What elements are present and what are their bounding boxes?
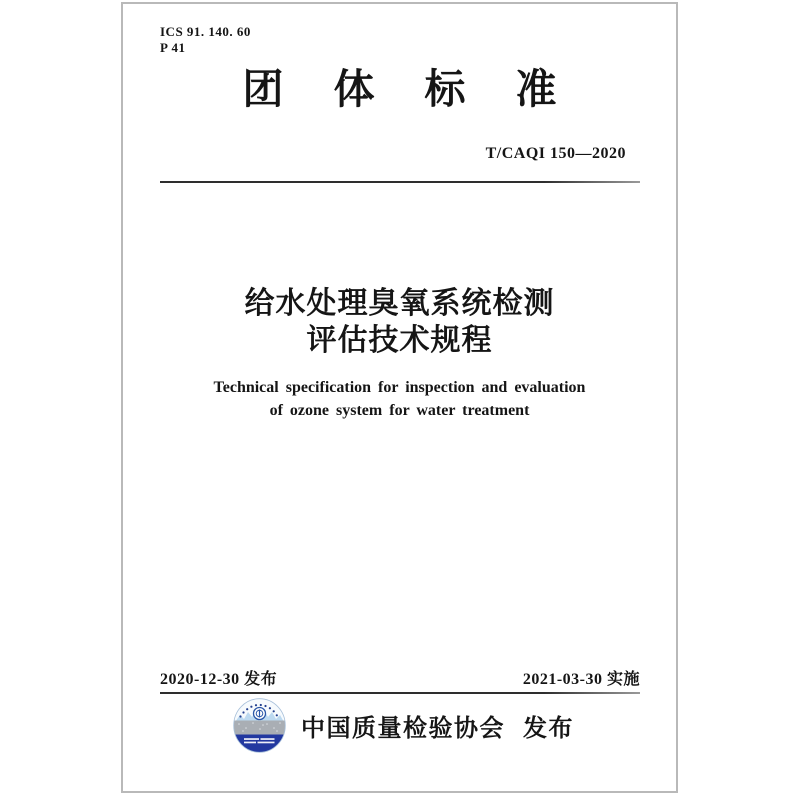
footer-divider-line: [160, 692, 640, 694]
document-type-title: 团体标准: [242, 66, 607, 112]
standard-title-english: [123, 376, 676, 422]
subtitle-line-1: Technical specification for inspection and evaluation: [213, 379, 586, 396]
title-line-1: 给水处理臭氧系统检测: [244, 287, 555, 320]
standard-cover-page: [121, 2, 678, 793]
publisher-row: [233, 698, 676, 753]
title-line-2: 评估技术规程: [306, 324, 493, 357]
date-row: [160, 666, 640, 689]
caqi-association-seal-icon: [233, 698, 286, 753]
subtitle-line-2: of ozone system for water treatment: [269, 402, 530, 419]
publisher-name: 中国质量检验协会: [301, 716, 505, 742]
publish-action-label: 发布: [523, 716, 574, 742]
standard-title-chinese: [123, 285, 676, 359]
ics-classification: [160, 24, 251, 56]
implementation-date: 2021-03-30 实施: [522, 671, 640, 688]
standard-number: T/CAQI 150—2020: [485, 145, 626, 162]
issue-date: 2020-12-30 发布: [160, 671, 278, 688]
publisher-line: [301, 708, 574, 743]
ics-code: ICS 91. 140. 60: [160, 24, 251, 39]
header-divider-line: [160, 181, 640, 183]
china-class-code: P 41: [160, 40, 186, 55]
